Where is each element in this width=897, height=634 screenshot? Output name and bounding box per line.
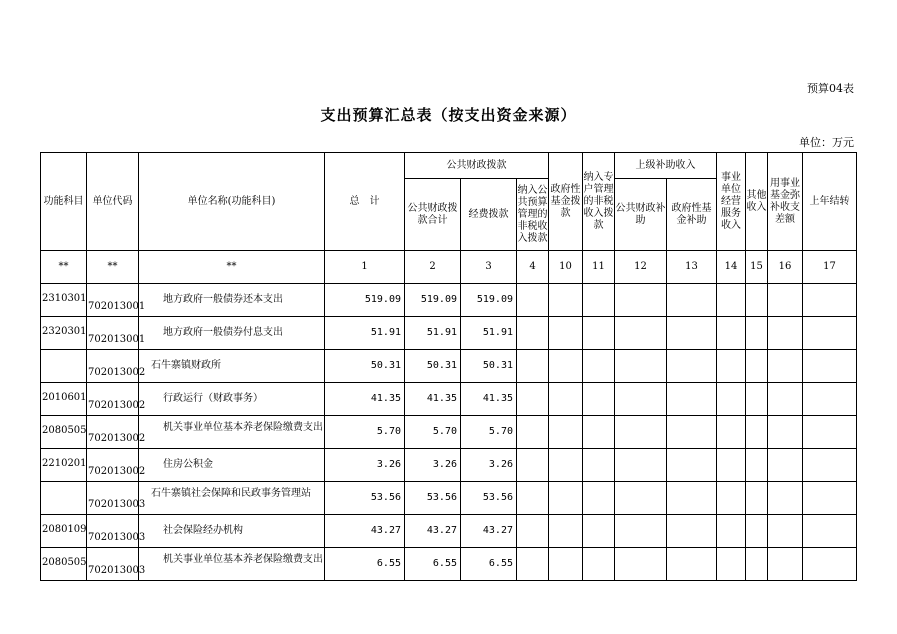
empty-cell: [517, 482, 549, 515]
header-pf-total: 公共财政拨款合计: [405, 179, 461, 251]
header-gov-fund: 政府性基金拨款: [549, 153, 583, 251]
operating-cell: 51.91: [461, 317, 517, 350]
func-subject-cell: 2210201: [41, 449, 87, 482]
header-total: 总 计: [325, 153, 405, 251]
func-subject-cell: 2080109: [41, 515, 87, 548]
empty-cell: [768, 284, 803, 317]
empty-cell: [667, 416, 717, 449]
empty-cell: [746, 383, 768, 416]
index-cell: 13: [667, 251, 717, 284]
index-cell: 1: [325, 251, 405, 284]
empty-cell: [615, 383, 667, 416]
table-row: [41, 383, 857, 416]
operating-cell: 5.70: [461, 416, 517, 449]
index-cell: 3: [461, 251, 517, 284]
func-subject-cell: 2320301: [41, 317, 87, 350]
header-business-income: 事业单位经营服务收入: [717, 153, 746, 251]
unit-code-cell: 702013002: [87, 416, 139, 449]
pf-total-cell: 5.70: [405, 416, 461, 449]
empty-cell: [768, 416, 803, 449]
header-public-finance: 公共财政拨款: [405, 153, 549, 179]
total-cell: 50.31: [325, 350, 405, 383]
empty-cell: [583, 383, 615, 416]
unit-code-cell: 702013003: [87, 482, 139, 515]
table-row: [41, 449, 857, 482]
operating-cell: 519.09: [461, 284, 517, 317]
index-cell: 17: [803, 251, 857, 284]
unit-code-cell: 702013003: [87, 548, 139, 581]
table-row: [41, 416, 857, 449]
index-cell: 14: [717, 251, 746, 284]
empty-cell: [549, 449, 583, 482]
empty-cell: [667, 482, 717, 515]
empty-cell: [615, 317, 667, 350]
unit-label: 单位：万元: [799, 136, 854, 149]
table-row: [41, 515, 857, 548]
empty-cell: [615, 515, 667, 548]
empty-cell: [768, 449, 803, 482]
empty-cell: [717, 548, 746, 581]
empty-cell: [583, 317, 615, 350]
unit-name-cell: 住房公积金: [139, 449, 325, 482]
pf-total-cell: 3.26: [405, 449, 461, 482]
empty-cell: [583, 449, 615, 482]
empty-cell: [615, 284, 667, 317]
empty-cell: [768, 482, 803, 515]
pf-total-cell: 53.56: [405, 482, 461, 515]
unit-code-cell: 702013002: [87, 350, 139, 383]
table-row: [41, 284, 857, 317]
total-cell: 51.91: [325, 317, 405, 350]
form-number: 预算04表: [807, 82, 854, 95]
empty-cell: [517, 449, 549, 482]
empty-cell: [615, 449, 667, 482]
header-nontax-public: 纳入公共预算管理的非税收入拨款: [517, 179, 549, 251]
empty-cell: [517, 548, 549, 581]
index-cell: 4: [517, 251, 549, 284]
header-fund-balance: 用事业基金弥补收支差额: [768, 153, 803, 251]
total-cell: 41.35: [325, 383, 405, 416]
column-index-row: [41, 251, 857, 284]
func-subject-cell: [41, 350, 87, 383]
empty-cell: [717, 350, 746, 383]
empty-cell: [667, 383, 717, 416]
func-subject-cell: 2080505: [41, 416, 87, 449]
empty-cell: [803, 284, 857, 317]
empty-cell: [717, 317, 746, 350]
empty-cell: [517, 284, 549, 317]
index-cell: **: [41, 251, 87, 284]
index-cell: **: [139, 251, 325, 284]
unit-code-cell: 702013002: [87, 383, 139, 416]
empty-cell: [768, 548, 803, 581]
empty-cell: [549, 317, 583, 350]
empty-cell: [549, 548, 583, 581]
empty-cell: [746, 449, 768, 482]
empty-cell: [549, 416, 583, 449]
empty-cell: [746, 548, 768, 581]
header-public-subsidy: 公共财政补助: [615, 179, 667, 251]
total-cell: 43.27: [325, 515, 405, 548]
empty-cell: [717, 383, 746, 416]
unit-code-cell: 702013002: [87, 449, 139, 482]
empty-cell: [517, 515, 549, 548]
budget-table: [40, 152, 857, 581]
empty-cell: [517, 416, 549, 449]
empty-cell: [803, 548, 857, 581]
index-cell: 15: [746, 251, 768, 284]
empty-cell: [615, 416, 667, 449]
header-operating: 经费拨款: [461, 179, 517, 251]
unit-code-cell: 702013003: [87, 515, 139, 548]
empty-cell: [717, 515, 746, 548]
empty-cell: [746, 284, 768, 317]
pf-total-cell: 6.55: [405, 548, 461, 581]
func-subject-cell: 2080505: [41, 548, 87, 581]
operating-cell: 50.31: [461, 350, 517, 383]
empty-cell: [803, 515, 857, 548]
table-row: [41, 482, 857, 515]
empty-cell: [746, 482, 768, 515]
pf-total-cell: 41.35: [405, 383, 461, 416]
pf-total-cell: 50.31: [405, 350, 461, 383]
unit-name-cell: 石牛寨镇财政所: [139, 350, 325, 383]
empty-cell: [667, 317, 717, 350]
empty-cell: [517, 317, 549, 350]
pf-total-cell: 519.09: [405, 284, 461, 317]
empty-cell: [803, 482, 857, 515]
header-fund-subsidy: 政府性基金补助: [667, 179, 717, 251]
total-cell: 519.09: [325, 284, 405, 317]
empty-cell: [667, 548, 717, 581]
empty-cell: [667, 350, 717, 383]
empty-cell: [746, 416, 768, 449]
empty-cell: [803, 383, 857, 416]
index-cell: 16: [768, 251, 803, 284]
unit-name-cell: 地方政府一般债券付息支出: [139, 317, 325, 350]
header-unit-code: 单位代码: [87, 153, 139, 251]
empty-cell: [746, 515, 768, 548]
empty-cell: [615, 548, 667, 581]
empty-cell: [583, 284, 615, 317]
empty-cell: [583, 416, 615, 449]
empty-cell: [583, 548, 615, 581]
table-row: [41, 548, 857, 581]
func-subject-cell: 2310301: [41, 284, 87, 317]
header-func-subject: 功能科目: [41, 153, 87, 251]
table-row: [41, 317, 857, 350]
table-body: [41, 284, 857, 581]
unit-name-cell: 机关事业单位基本养老保险缴费支出: [139, 548, 325, 581]
index-cell: 11: [583, 251, 615, 284]
index-cell: 2: [405, 251, 461, 284]
empty-cell: [768, 317, 803, 350]
empty-cell: [717, 284, 746, 317]
total-cell: 5.70: [325, 416, 405, 449]
empty-cell: [583, 515, 615, 548]
empty-cell: [746, 350, 768, 383]
empty-cell: [517, 350, 549, 383]
empty-cell: [717, 449, 746, 482]
empty-cell: [667, 449, 717, 482]
empty-cell: [549, 350, 583, 383]
empty-cell: [803, 350, 857, 383]
operating-cell: 43.27: [461, 515, 517, 548]
header-unit-name: 单位名称(功能科目): [139, 153, 325, 251]
empty-cell: [517, 383, 549, 416]
empty-cell: [667, 284, 717, 317]
empty-cell: [746, 317, 768, 350]
index-cell: 12: [615, 251, 667, 284]
unit-code-cell: 702013001: [87, 284, 139, 317]
empty-cell: [803, 317, 857, 350]
operating-cell: 3.26: [461, 449, 517, 482]
unit-name-cell: 石牛寨镇社会保障和民政事务管理站: [139, 482, 325, 515]
empty-cell: [583, 482, 615, 515]
func-subject-cell: [41, 482, 87, 515]
header-other-income: 其他收入: [746, 153, 768, 251]
empty-cell: [768, 383, 803, 416]
header-carryover: 上年结转: [803, 153, 857, 251]
total-cell: 6.55: [325, 548, 405, 581]
unit-name-cell: 地方政府一般债券还本支出: [139, 284, 325, 317]
unit-name-cell: 行政运行（财政事务）: [139, 383, 325, 416]
unit-code-cell: 702013001: [87, 317, 139, 350]
unit-name-cell: 机关事业单位基本养老保险缴费支出: [139, 416, 325, 449]
empty-cell: [615, 350, 667, 383]
empty-cell: [717, 416, 746, 449]
empty-cell: [768, 350, 803, 383]
empty-cell: [803, 449, 857, 482]
unit-name-cell: 社会保险经办机构: [139, 515, 325, 548]
index-cell: 10: [549, 251, 583, 284]
empty-cell: [549, 284, 583, 317]
empty-cell: [667, 515, 717, 548]
page-title: 支出预算汇总表（按支出资金来源）: [320, 106, 577, 124]
operating-cell: 53.56: [461, 482, 517, 515]
empty-cell: [615, 482, 667, 515]
pf-total-cell: 43.27: [405, 515, 461, 548]
pf-total-cell: 51.91: [405, 317, 461, 350]
empty-cell: [549, 515, 583, 548]
total-cell: 53.56: [325, 482, 405, 515]
operating-cell: 41.35: [461, 383, 517, 416]
empty-cell: [803, 416, 857, 449]
operating-cell: 6.55: [461, 548, 517, 581]
total-cell: 3.26: [325, 449, 405, 482]
empty-cell: [583, 350, 615, 383]
header-superior-subsidy: 上级补助收入: [615, 153, 717, 179]
table-header: [41, 153, 857, 284]
empty-cell: [549, 383, 583, 416]
empty-cell: [549, 482, 583, 515]
index-cell: **: [87, 251, 139, 284]
func-subject-cell: 2010601: [41, 383, 87, 416]
table-row: [41, 350, 857, 383]
header-nontax-special: 纳入专户管理的非税收入拨款: [583, 153, 615, 251]
empty-cell: [768, 515, 803, 548]
empty-cell: [717, 482, 746, 515]
